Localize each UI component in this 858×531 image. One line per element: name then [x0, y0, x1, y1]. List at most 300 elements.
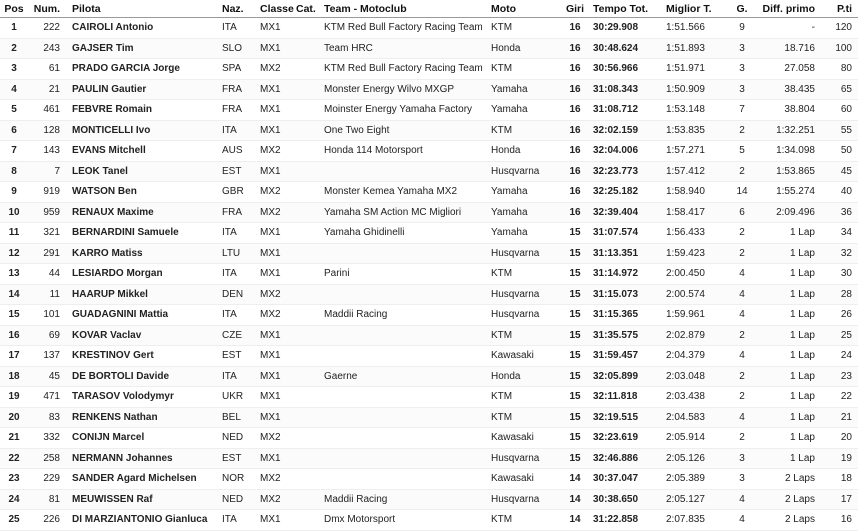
cell-pti: 25 — [821, 325, 858, 346]
cell-team: Moinster Energy Yamaha Factory — [324, 100, 491, 121]
cell-g: 4 — [730, 489, 754, 510]
cell-num: 222 — [28, 18, 66, 39]
cell-num: 229 — [28, 469, 66, 490]
cell-diff: 1 Lap — [754, 387, 821, 408]
cell-diff: 1:55.274 — [754, 182, 821, 203]
cell-miglior: 1:53.148 — [666, 100, 730, 121]
cell-classe: MX2 — [260, 59, 296, 80]
cell-cat — [296, 284, 324, 305]
cell-pos: 8 — [0, 161, 28, 182]
cell-moto: Husqvarna — [491, 161, 557, 182]
cell-classe: MX2 — [260, 305, 296, 326]
cell-team: Gaerne — [324, 366, 491, 387]
cell-team — [324, 448, 491, 469]
cell-pilota: MEUWISSEN Raf — [66, 489, 222, 510]
cell-miglior: 1:59.961 — [666, 305, 730, 326]
cell-pilota: SANDER Agard Michelsen — [66, 469, 222, 490]
cell-classe: MX1 — [260, 366, 296, 387]
cell-pilota: GUADAGNINI Mattia — [66, 305, 222, 326]
cell-diff: 1 Lap — [754, 407, 821, 428]
cell-team — [324, 161, 491, 182]
cell-diff: 1:53.865 — [754, 161, 821, 182]
cell-naz: GBR — [222, 182, 260, 203]
cell-naz: EST — [222, 161, 260, 182]
cell-moto: Husqvarna — [491, 284, 557, 305]
cell-moto: Yamaha — [491, 100, 557, 121]
table-row — [0, 202, 858, 223]
cell-cat — [296, 346, 324, 367]
cell-g: 6 — [730, 202, 754, 223]
cell-pos: 3 — [0, 59, 28, 80]
cell-pilota: PRADO GARCIA Jorge — [66, 59, 222, 80]
cell-g: 2 — [730, 325, 754, 346]
cell-cat — [296, 38, 324, 59]
cell-team: Dmx Motorsport — [324, 510, 491, 531]
cell-miglior: 2:03.438 — [666, 387, 730, 408]
cell-miglior: 2:04.379 — [666, 346, 730, 367]
cell-g: 14 — [730, 182, 754, 203]
cell-pos: 21 — [0, 428, 28, 449]
cell-tempo: 32:02.159 — [593, 120, 666, 141]
cell-pti: 26 — [821, 305, 858, 326]
cell-naz: EST — [222, 346, 260, 367]
cell-pos: 16 — [0, 325, 28, 346]
table-row — [0, 448, 858, 469]
cell-giri: 15 — [557, 284, 593, 305]
cell-tempo: 32:23.773 — [593, 161, 666, 182]
cell-pos: 4 — [0, 79, 28, 100]
cell-moto: KTM — [491, 59, 557, 80]
cell-naz: NED — [222, 489, 260, 510]
cell-miglior: 1:58.940 — [666, 182, 730, 203]
cell-classe: MX1 — [260, 79, 296, 100]
table-row — [0, 38, 858, 59]
header-diff: Diff. primo — [754, 0, 821, 18]
cell-team: Monster Kemea Yamaha MX2 — [324, 182, 491, 203]
cell-pti: 17 — [821, 489, 858, 510]
cell-g: 2 — [730, 223, 754, 244]
cell-tempo: 30:48.624 — [593, 38, 666, 59]
cell-pilota: CONIJN Marcel — [66, 428, 222, 449]
cell-pos: 18 — [0, 366, 28, 387]
header-cat: Cat. — [296, 0, 324, 18]
cell-num: 44 — [28, 264, 66, 285]
cell-moto: Husqvarna — [491, 243, 557, 264]
header-classe: Classe — [260, 0, 296, 18]
cell-miglior: 1:57.271 — [666, 141, 730, 162]
cell-pti: 16 — [821, 510, 858, 531]
table-row — [0, 161, 858, 182]
cell-miglior: 2:05.127 — [666, 489, 730, 510]
cell-moto: KTM — [491, 325, 557, 346]
cell-pos: 13 — [0, 264, 28, 285]
cell-diff: 1 Lap — [754, 243, 821, 264]
cell-pti: 65 — [821, 79, 858, 100]
cell-giri: 15 — [557, 366, 593, 387]
cell-tempo: 31:07.574 — [593, 223, 666, 244]
cell-num: 7 — [28, 161, 66, 182]
cell-pilota: EVANS Mitchell — [66, 141, 222, 162]
cell-naz: UKR — [222, 387, 260, 408]
cell-miglior: 1:53.835 — [666, 120, 730, 141]
cell-pos: 5 — [0, 100, 28, 121]
cell-naz: ITA — [222, 264, 260, 285]
cell-giri: 15 — [557, 325, 593, 346]
header-pti: P.ti — [821, 0, 858, 18]
cell-diff: 2:09.496 — [754, 202, 821, 223]
cell-giri: 15 — [557, 264, 593, 285]
cell-pos: 20 — [0, 407, 28, 428]
cell-classe: MX1 — [260, 120, 296, 141]
cell-g: 4 — [730, 510, 754, 531]
cell-tempo: 32:23.619 — [593, 428, 666, 449]
cell-cat — [296, 202, 324, 223]
header-num: Num. — [28, 0, 66, 18]
cell-moto: Honda — [491, 38, 557, 59]
table-row — [0, 489, 858, 510]
cell-tempo: 30:37.047 — [593, 469, 666, 490]
cell-pilota: KRESTINOV Gert — [66, 346, 222, 367]
cell-pilota: PAULIN Gautier — [66, 79, 222, 100]
cell-pti: 21 — [821, 407, 858, 428]
table-row — [0, 141, 858, 162]
cell-num: 321 — [28, 223, 66, 244]
cell-pos: 10 — [0, 202, 28, 223]
cell-team — [324, 387, 491, 408]
cell-miglior: 1:51.566 — [666, 18, 730, 39]
cell-classe: MX1 — [260, 18, 296, 39]
table-row — [0, 407, 858, 428]
cell-tempo: 31:35.575 — [593, 325, 666, 346]
cell-pti: 28 — [821, 284, 858, 305]
cell-pti: 24 — [821, 346, 858, 367]
header-moto: Moto — [491, 0, 557, 18]
cell-giri: 16 — [557, 202, 593, 223]
cell-team — [324, 325, 491, 346]
cell-num: 45 — [28, 366, 66, 387]
cell-classe: MX2 — [260, 428, 296, 449]
cell-diff: 2 Laps — [754, 489, 821, 510]
cell-num: 461 — [28, 100, 66, 121]
cell-naz: NED — [222, 428, 260, 449]
cell-giri: 15 — [557, 387, 593, 408]
cell-diff: 2 Laps — [754, 469, 821, 490]
table-row — [0, 18, 858, 39]
cell-pilota: FEBVRE Romain — [66, 100, 222, 121]
cell-pilota: HAARUP Mikkel — [66, 284, 222, 305]
cell-naz: FRA — [222, 100, 260, 121]
cell-team: Maddii Racing — [324, 489, 491, 510]
cell-pos: 23 — [0, 469, 28, 490]
table-row — [0, 59, 858, 80]
cell-pos: 12 — [0, 243, 28, 264]
cell-giri: 16 — [557, 18, 593, 39]
cell-cat — [296, 387, 324, 408]
cell-g: 9 — [730, 18, 754, 39]
cell-g: 4 — [730, 407, 754, 428]
cell-miglior: 1:57.412 — [666, 161, 730, 182]
table-row — [0, 325, 858, 346]
cell-cat — [296, 120, 324, 141]
cell-pos: 7 — [0, 141, 28, 162]
cell-naz: CZE — [222, 325, 260, 346]
cell-num: 81 — [28, 489, 66, 510]
cell-classe: MX1 — [260, 38, 296, 59]
cell-naz: AUS — [222, 141, 260, 162]
cell-tempo: 30:38.650 — [593, 489, 666, 510]
cell-team — [324, 469, 491, 490]
cell-pti: 22 — [821, 387, 858, 408]
cell-giri: 15 — [557, 407, 593, 428]
cell-naz: EST — [222, 448, 260, 469]
cell-num: 291 — [28, 243, 66, 264]
cell-giri: 15 — [557, 243, 593, 264]
cell-cat — [296, 79, 324, 100]
cell-tempo: 32:46.886 — [593, 448, 666, 469]
cell-cat — [296, 100, 324, 121]
cell-moto: KTM — [491, 264, 557, 285]
cell-miglior: 1:58.417 — [666, 202, 730, 223]
cell-cat — [296, 366, 324, 387]
cell-diff: 1 Lap — [754, 223, 821, 244]
cell-team — [324, 243, 491, 264]
cell-cat — [296, 325, 324, 346]
cell-cat — [296, 428, 324, 449]
cell-team — [324, 428, 491, 449]
cell-miglior: 2:05.914 — [666, 428, 730, 449]
cell-miglior: 1:59.423 — [666, 243, 730, 264]
cell-num: 128 — [28, 120, 66, 141]
cell-pti: 20 — [821, 428, 858, 449]
cell-num: 61 — [28, 59, 66, 80]
cell-team: Parini — [324, 264, 491, 285]
cell-g: 2 — [730, 243, 754, 264]
cell-pos: 15 — [0, 305, 28, 326]
cell-cat — [296, 489, 324, 510]
cell-naz: BEL — [222, 407, 260, 428]
cell-pti: 30 — [821, 264, 858, 285]
cell-num: 69 — [28, 325, 66, 346]
cell-giri: 15 — [557, 346, 593, 367]
cell-pilota: RENKENS Nathan — [66, 407, 222, 428]
cell-diff: 38.435 — [754, 79, 821, 100]
cell-cat — [296, 243, 324, 264]
cell-tempo: 31:59.457 — [593, 346, 666, 367]
cell-pilota: KOVAR Vaclav — [66, 325, 222, 346]
cell-g: 3 — [730, 79, 754, 100]
table-row — [0, 346, 858, 367]
cell-classe: MX2 — [260, 489, 296, 510]
cell-naz: FRA — [222, 79, 260, 100]
cell-giri: 15 — [557, 223, 593, 244]
cell-pti: 18 — [821, 469, 858, 490]
cell-giri: 16 — [557, 79, 593, 100]
cell-num: 11 — [28, 284, 66, 305]
cell-num: 21 — [28, 79, 66, 100]
cell-miglior: 2:00.450 — [666, 264, 730, 285]
cell-pti: 120 — [821, 18, 858, 39]
cell-classe: MX2 — [260, 182, 296, 203]
cell-num: 83 — [28, 407, 66, 428]
cell-pos: 1 — [0, 18, 28, 39]
cell-pos: 24 — [0, 489, 28, 510]
cell-moto: Yamaha — [491, 79, 557, 100]
cell-classe: MX2 — [260, 202, 296, 223]
header-row — [0, 0, 858, 18]
cell-diff: - — [754, 18, 821, 39]
header-team: Team - Motoclub — [324, 0, 491, 18]
cell-classe: MX1 — [260, 161, 296, 182]
cell-num: 471 — [28, 387, 66, 408]
cell-diff: 1 Lap — [754, 264, 821, 285]
table-header — [0, 0, 858, 18]
table-row — [0, 79, 858, 100]
cell-giri: 16 — [557, 59, 593, 80]
cell-tempo: 32:04.006 — [593, 141, 666, 162]
cell-g: 4 — [730, 346, 754, 367]
cell-moto: Yamaha — [491, 202, 557, 223]
cell-miglior: 1:51.893 — [666, 38, 730, 59]
cell-classe: MX2 — [260, 141, 296, 162]
cell-num: 959 — [28, 202, 66, 223]
cell-pti: 55 — [821, 120, 858, 141]
cell-tempo: 31:13.351 — [593, 243, 666, 264]
cell-naz: ITA — [222, 18, 260, 39]
cell-giri: 16 — [557, 38, 593, 59]
cell-moto: Kawasaki — [491, 469, 557, 490]
cell-team: KTM Red Bull Factory Racing Team — [324, 18, 491, 39]
cell-cat — [296, 448, 324, 469]
cell-pilota: CAIROLI Antonio — [66, 18, 222, 39]
cell-cat — [296, 18, 324, 39]
cell-pilota: NERMANN Johannes — [66, 448, 222, 469]
cell-miglior: 2:03.048 — [666, 366, 730, 387]
cell-classe: MX2 — [260, 284, 296, 305]
cell-moto: Yamaha — [491, 223, 557, 244]
cell-tempo: 31:15.365 — [593, 305, 666, 326]
cell-pilota: WATSON Ben — [66, 182, 222, 203]
cell-diff: 1 Lap — [754, 448, 821, 469]
cell-tempo: 32:05.899 — [593, 366, 666, 387]
cell-miglior: 1:56.433 — [666, 223, 730, 244]
cell-naz: ITA — [222, 120, 260, 141]
header-pos: Pos — [0, 0, 28, 18]
cell-naz: LTU — [222, 243, 260, 264]
cell-tempo: 32:11.818 — [593, 387, 666, 408]
cell-naz: ITA — [222, 510, 260, 531]
cell-giri: 16 — [557, 182, 593, 203]
cell-tempo: 31:14.972 — [593, 264, 666, 285]
cell-diff: 1 Lap — [754, 325, 821, 346]
cell-moto: Kawasaki — [491, 346, 557, 367]
cell-pilota: BERNARDINI Samuele — [66, 223, 222, 244]
cell-num: 258 — [28, 448, 66, 469]
cell-moto: Husqvarna — [491, 305, 557, 326]
cell-pilota: LEOK Tanel — [66, 161, 222, 182]
table-row — [0, 366, 858, 387]
cell-classe: MX1 — [260, 325, 296, 346]
cell-num: 137 — [28, 346, 66, 367]
cell-giri: 16 — [557, 141, 593, 162]
cell-cat — [296, 223, 324, 244]
header-g: G. — [730, 0, 754, 18]
cell-team — [324, 284, 491, 305]
cell-diff: 27.058 — [754, 59, 821, 80]
cell-pos: 2 — [0, 38, 28, 59]
cell-pilota: DI MARZIANTONIO Gianluca — [66, 510, 222, 531]
cell-miglior: 2:02.879 — [666, 325, 730, 346]
cell-moto: KTM — [491, 407, 557, 428]
cell-pos: 9 — [0, 182, 28, 203]
cell-team: Monster Energy Wilvo MXGP — [324, 79, 491, 100]
cell-pilota: TARASOV Volodymyr — [66, 387, 222, 408]
cell-pti: 80 — [821, 59, 858, 80]
cell-pti: 23 — [821, 366, 858, 387]
cell-moto: Honda — [491, 366, 557, 387]
cell-pos: 17 — [0, 346, 28, 367]
cell-pos: 22 — [0, 448, 28, 469]
cell-moto: KTM — [491, 18, 557, 39]
table-row — [0, 284, 858, 305]
cell-naz: SLO — [222, 38, 260, 59]
cell-pos: 14 — [0, 284, 28, 305]
table-row — [0, 223, 858, 244]
cell-pos: 19 — [0, 387, 28, 408]
cell-giri: 14 — [557, 489, 593, 510]
cell-g: 2 — [730, 366, 754, 387]
table-row — [0, 428, 858, 449]
cell-classe: MX1 — [260, 448, 296, 469]
header-naz: Naz. — [222, 0, 260, 18]
cell-miglior: 1:50.909 — [666, 79, 730, 100]
cell-pos: 6 — [0, 120, 28, 141]
cell-g: 2 — [730, 161, 754, 182]
cell-diff: 1 Lap — [754, 428, 821, 449]
cell-diff: 38.804 — [754, 100, 821, 121]
table-row — [0, 469, 858, 490]
cell-team: Yamaha SM Action MC Migliori — [324, 202, 491, 223]
cell-g: 5 — [730, 141, 754, 162]
cell-tempo: 31:08.712 — [593, 100, 666, 121]
cell-team — [324, 407, 491, 428]
cell-classe: MX1 — [260, 346, 296, 367]
cell-team: One Two Eight — [324, 120, 491, 141]
cell-team — [324, 346, 491, 367]
table-row — [0, 510, 858, 531]
cell-moto: Yamaha — [491, 182, 557, 203]
table-row — [0, 182, 858, 203]
cell-moto: Honda — [491, 141, 557, 162]
cell-giri: 14 — [557, 510, 593, 531]
cell-naz: ITA — [222, 366, 260, 387]
cell-team: Yamaha Ghidinelli — [324, 223, 491, 244]
header-tempo: Tempo Tot. — [593, 0, 666, 18]
cell-pilota: MONTICELLI Ivo — [66, 120, 222, 141]
cell-g: 3 — [730, 59, 754, 80]
cell-g: 2 — [730, 387, 754, 408]
cell-naz: ITA — [222, 305, 260, 326]
cell-cat — [296, 161, 324, 182]
header-miglior: Miglior T. — [666, 0, 730, 18]
cell-num: 143 — [28, 141, 66, 162]
cell-diff: 1:34.098 — [754, 141, 821, 162]
cell-pilota: RENAUX Maxime — [66, 202, 222, 223]
cell-moto: KTM — [491, 387, 557, 408]
cell-miglior: 1:51.971 — [666, 59, 730, 80]
table-row — [0, 100, 858, 121]
cell-giri: 16 — [557, 120, 593, 141]
cell-pilota: DE BORTOLI Davide — [66, 366, 222, 387]
